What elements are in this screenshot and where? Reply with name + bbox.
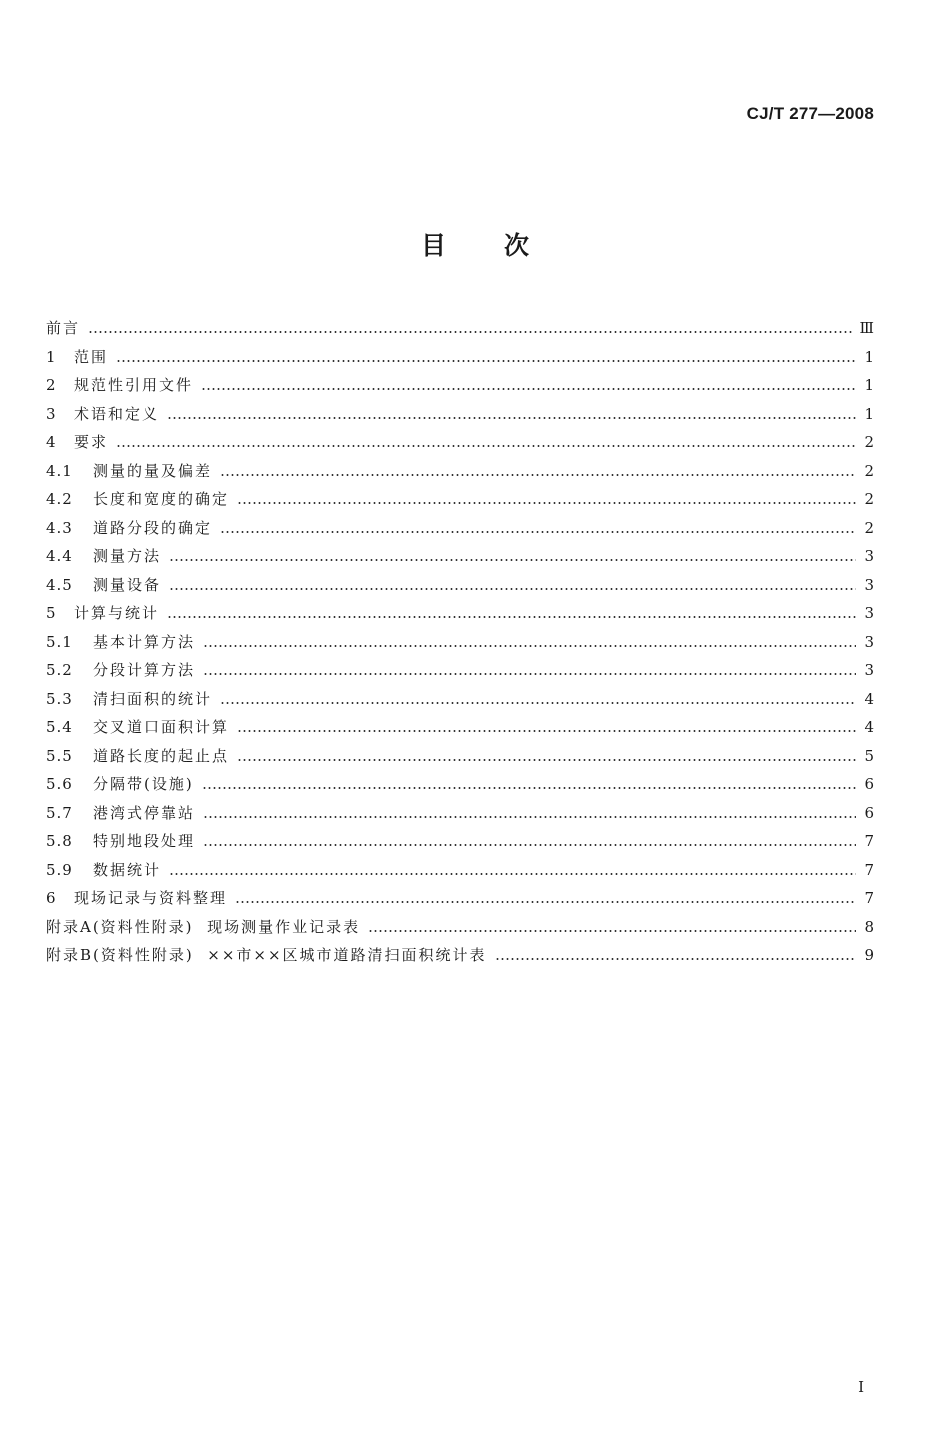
toc-leader-dots xyxy=(116,445,856,447)
toc-entry-5-4[interactable] xyxy=(46,713,874,742)
toc-entry-label: 测量的量及偏差 xyxy=(93,461,213,480)
toc-entry-4-5[interactable] xyxy=(46,571,874,600)
toc-leader-dots xyxy=(169,559,856,561)
toc-entry-page: 4 xyxy=(864,718,874,736)
toc-entry-page: 4 xyxy=(864,689,874,708)
toc-entry-3[interactable] xyxy=(46,400,874,429)
toc-entry-page: 9 xyxy=(864,946,874,964)
toc-entry-label: 术语和定义 xyxy=(74,404,160,423)
toc-entry-page: 1 xyxy=(864,347,874,366)
toc-entry-number: 2 xyxy=(46,376,57,394)
toc-leader-dots xyxy=(237,759,856,761)
toc-entry-page: 2 xyxy=(864,490,874,508)
toc-entry-6[interactable] xyxy=(46,884,874,913)
toc-entry-label: 基本计算方法 xyxy=(93,632,196,651)
page-number: I xyxy=(858,1378,864,1396)
toc-entry-number: 5.7 xyxy=(46,803,73,822)
toc-leader-dots xyxy=(235,901,856,903)
toc-entry-page: 3 xyxy=(864,661,874,679)
toc-entry-number: 5.1 xyxy=(46,632,73,651)
toc-entry-label: 附录B(资料性附录) ××市××区城市道路清扫面积统计表 xyxy=(46,946,487,964)
toc-entry-page: 3 xyxy=(864,632,874,651)
toc-entry-page: 3 xyxy=(864,547,874,565)
table-of-contents xyxy=(46,314,874,970)
toc-entry-number: 5.2 xyxy=(46,661,73,679)
toc-entry-4-4[interactable] xyxy=(46,542,874,571)
toc-entry-page: 2 xyxy=(864,433,874,451)
toc-entry-5-5[interactable] xyxy=(46,742,874,771)
toc-entry-appendix-a[interactable] xyxy=(46,913,874,942)
toc-leader-dots xyxy=(237,730,856,732)
toc-entry-label: 分段计算方法 xyxy=(93,661,196,679)
toc-leader-dots xyxy=(201,388,856,390)
toc-leader-dots xyxy=(169,873,856,875)
toc-entry-label: 范围 xyxy=(74,347,109,366)
toc-leader-dots xyxy=(220,531,856,533)
toc-entry-label: 道路长度的起止点 xyxy=(93,746,230,765)
toc-leader-dots xyxy=(203,645,856,647)
toc-entry-page: 7 xyxy=(864,832,874,850)
toc-entry-appendix-b[interactable] xyxy=(46,941,874,970)
toc-entry-number: 5.6 xyxy=(46,775,73,793)
toc-leader-dots xyxy=(202,787,856,789)
toc-entry-label: 测量设备 xyxy=(93,575,162,594)
toc-entry-label: 计算与统计 xyxy=(74,604,160,622)
toc-entry-2[interactable] xyxy=(46,371,874,400)
toc-entry-page: 3 xyxy=(864,575,874,594)
toc-entry-label: 道路分段的确定 xyxy=(93,518,213,537)
toc-entry-5-8[interactable] xyxy=(46,827,874,856)
toc-entry-5-1[interactable] xyxy=(46,628,874,657)
toc-leader-dots xyxy=(203,673,856,675)
toc-entry-number: 5.9 xyxy=(46,860,73,879)
toc-leader-dots xyxy=(169,588,856,590)
toc-entry-number: 4.4 xyxy=(46,547,73,565)
toc-entry-4-3[interactable] xyxy=(46,514,874,543)
toc-entry-page: 1 xyxy=(864,376,874,394)
toc-entry-page: 7 xyxy=(864,889,874,907)
toc-entry-page: 1 xyxy=(864,404,874,423)
toc-entry-label: 分隔带(设施) xyxy=(93,775,194,793)
toc-entry-number: 4.1 xyxy=(46,461,73,480)
toc-entry-label: 现场记录与资料整理 xyxy=(74,889,228,907)
toc-entry-5-6[interactable] xyxy=(46,770,874,799)
toc-entry-5-7[interactable] xyxy=(46,799,874,828)
toc-entry-page: 6 xyxy=(864,775,874,793)
toc-entry-label: 附录A(资料性附录) 现场测量作业记录表 xyxy=(46,917,361,936)
toc-entry-number: 5.3 xyxy=(46,689,73,708)
toc-entry-foreword[interactable] xyxy=(46,314,874,343)
toc-leader-dots xyxy=(88,331,852,333)
toc-entry-label: 交叉道口面积计算 xyxy=(93,718,230,736)
toc-entry-label: 要求 xyxy=(74,433,109,451)
toc-entry-label: 规范性引用文件 xyxy=(74,376,194,394)
toc-title: 目次 xyxy=(420,231,587,260)
toc-entry-label: 特别地段处理 xyxy=(93,832,196,850)
toc-leader-dots xyxy=(220,702,856,704)
toc-entry-5-2[interactable] xyxy=(46,656,874,685)
toc-entry-number: 4.2 xyxy=(46,490,73,508)
toc-entry-label: 前言 xyxy=(46,319,81,337)
toc-leader-dots xyxy=(220,474,856,476)
toc-entry-page: 6 xyxy=(864,803,874,822)
toc-entry-number: 6 xyxy=(46,889,57,907)
toc-leader-dots xyxy=(495,958,856,960)
toc-entry-page: 3 xyxy=(864,604,874,622)
toc-entry-page: 8 xyxy=(864,917,874,936)
toc-entry-label: 港湾式停靠站 xyxy=(93,803,196,822)
toc-entry-number: 1 xyxy=(46,347,57,366)
toc-entry-number: 4.5 xyxy=(46,575,73,594)
toc-entry-5[interactable] xyxy=(46,599,874,628)
toc-entry-number: 3 xyxy=(46,404,57,423)
standard-code: CJ/T 277—2008 xyxy=(746,104,874,123)
toc-leader-dots xyxy=(116,360,856,362)
toc-leader-dots xyxy=(203,816,856,818)
toc-entry-number: 5.8 xyxy=(46,832,73,850)
toc-entry-label: 长度和宽度的确定 xyxy=(93,490,230,508)
toc-entry-page: 2 xyxy=(864,518,874,537)
toc-entry-label: 数据统计 xyxy=(93,860,162,879)
toc-entry-label: 清扫面积的统计 xyxy=(93,689,213,708)
toc-entry-number: 5.5 xyxy=(46,746,73,765)
toc-entry-1[interactable] xyxy=(46,343,874,372)
toc-leader-dots xyxy=(237,502,856,504)
toc-leader-dots xyxy=(203,844,856,846)
toc-entry-label: 测量方法 xyxy=(93,547,162,565)
toc-entry-4[interactable] xyxy=(46,428,874,457)
toc-leader-dots xyxy=(167,616,856,618)
toc-leader-dots xyxy=(368,930,856,932)
toc-entry-number: 5 xyxy=(46,604,57,622)
toc-entry-page: 5 xyxy=(864,746,874,765)
toc-entry-4-2[interactable] xyxy=(46,485,874,514)
toc-entry-page: 7 xyxy=(864,860,874,879)
toc-entry-page: 2 xyxy=(864,461,874,480)
toc-leader-dots xyxy=(167,417,856,419)
toc-entry-5-3[interactable] xyxy=(46,685,874,714)
toc-entry-number: 4 xyxy=(46,433,57,451)
toc-entry-number: 5.4 xyxy=(46,718,73,736)
toc-entry-5-9[interactable] xyxy=(46,856,874,885)
toc-entry-number: 4.3 xyxy=(46,518,73,537)
toc-entry-4-1[interactable] xyxy=(46,457,874,486)
toc-entry-page: Ⅲ xyxy=(859,319,874,337)
